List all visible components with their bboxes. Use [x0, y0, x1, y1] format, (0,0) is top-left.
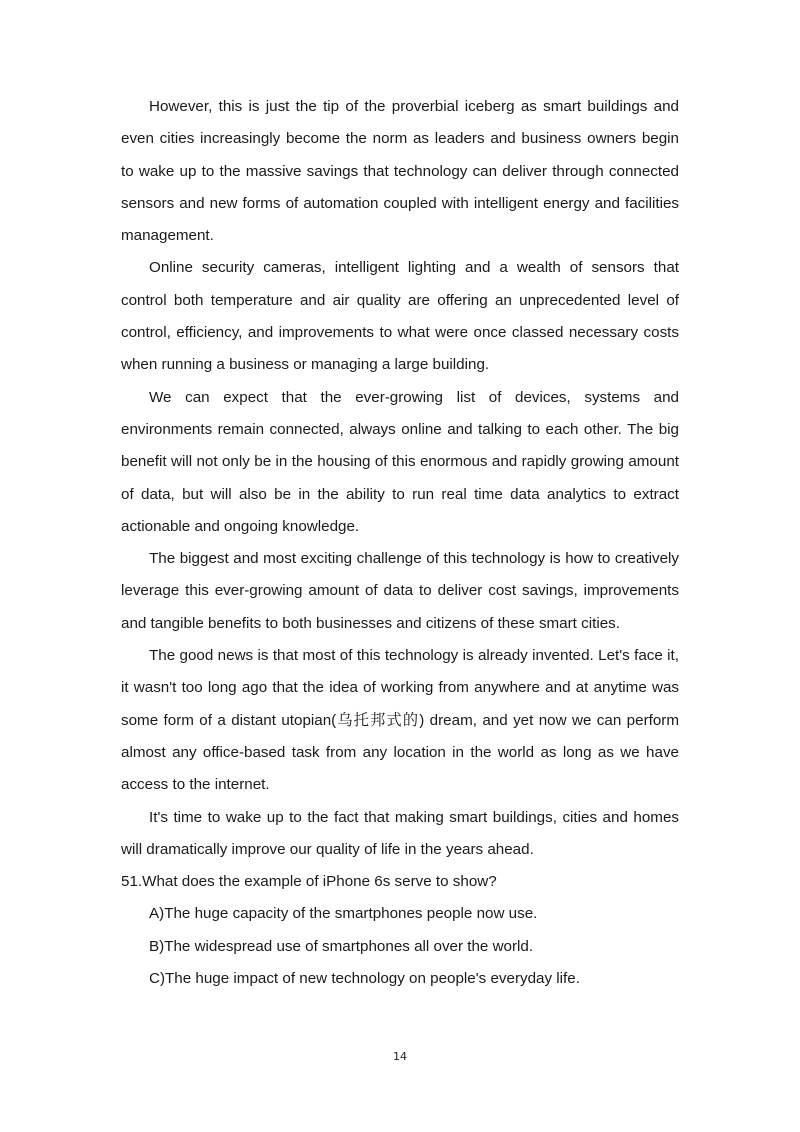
paragraph-6: It's time to wake up to the fact that making smart buildings, cities and homes will dramatically improve our quality of life in the years ahead.: [121, 808, 679, 858]
paragraph-4: The biggest and most exciting challenge of this technology is how to creatively leverage this ever-growing amount of data to deliver cost savings, improvements and tangible benefits to both businesses and citizens of these smart cities.: [121, 550, 679, 632]
question-block: [121, 866, 679, 995]
document-body: [121, 91, 679, 995]
paragraph-1: However, this is just the tip of the proverbial iceberg as smart buildings and even cities increasingly become the norm as leaders and business owners begin to wake up to the massive savings that technology can deliver through connected sensors and new forms of automation coupled with intelligent energy and facilities management.: [121, 98, 679, 245]
option-b: B)The widespread use of smartphones all over the world.: [149, 937, 534, 955]
page-number: 14: [393, 1050, 407, 1063]
question-text: 51.What does the example of iPhone 6s serve to show?: [121, 873, 497, 891]
option-c: C)The huge impact of new technology on people's everyday life.: [149, 970, 580, 988]
paragraph-2: Online security cameras, intelligent lighting and a wealth of sensors that control both temperature and air quality are offering an unprecedented level of control, efficiency, and improvements to what were once classed necessary costs when running a business or managing a large building.: [121, 259, 679, 374]
option-a: A)The huge capacity of the smartphones people now use.: [149, 905, 538, 923]
paragraph-5: The good news is that most of this technology is already invented. Let's face it, it wasn't too long ago that the idea of working from anywhere and at anytime was some form of a distant utopian(乌托邦式的) dream, and yet now we can perform almost any office-based task from any location in the world as long as we have access to the internet.: [121, 647, 679, 794]
paragraph-3: We can expect that the ever-growing list of devices, systems and environments remain connected, always online and talking to each other. The big benefit will not only be in the housing of this enormous and rapidly growing amount of data, but will also be in the ability to run real time data analytics to extract actionable and ongoing knowledge.: [121, 388, 679, 535]
